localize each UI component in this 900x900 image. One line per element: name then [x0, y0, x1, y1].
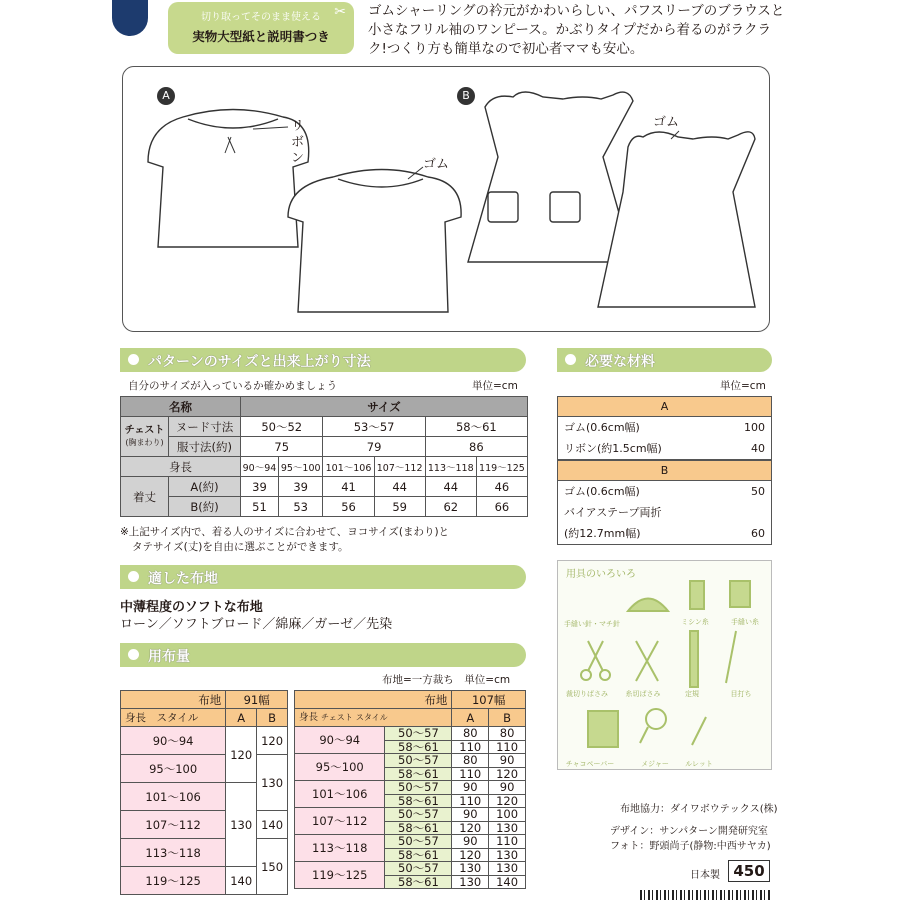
t2-b: B	[489, 709, 526, 727]
tool-drawings-icon	[558, 571, 771, 761]
ribbon-label: リボン	[291, 119, 305, 166]
t1-row-5: 113〜118	[121, 839, 226, 867]
height-5: 113〜118	[425, 457, 476, 477]
materials-b-item-2: バイアステープ両折	[564, 506, 662, 519]
materials-unit: 単位=cm	[720, 380, 766, 392]
pattern-tag	[168, 2, 354, 54]
t2-row-3: 101〜106	[295, 781, 385, 808]
t2-a-11: 130	[452, 862, 489, 876]
t2-a-8: 120	[452, 821, 489, 835]
t1-row-6: 119〜125	[121, 867, 226, 895]
fabric-heading: 適した布地	[120, 565, 526, 589]
yardage-note: 布地=一方裁ち 単位=cm	[382, 674, 511, 686]
credit-design: デザイン：サンパターン開発研究室	[610, 826, 768, 837]
t1-row-4: 107〜112	[121, 811, 226, 839]
tool-6: 定規	[685, 690, 699, 698]
tag-line1: 切り取ってそのまま使える	[201, 12, 321, 23]
made-in: 日本製	[690, 870, 720, 881]
materials-b-item-1: ゴム(0.6cm幅) 50	[564, 485, 765, 498]
t2-a-12: 130	[452, 875, 489, 889]
credit-photo: フォト：野頭尚子(静物:中西サヤカ)	[610, 841, 771, 852]
materials-a	[557, 396, 772, 460]
t2-c-6: 58〜61	[385, 794, 452, 808]
nude-label: ヌード寸法	[169, 417, 241, 437]
a-5: 44	[425, 477, 476, 497]
b-4: 59	[374, 497, 425, 517]
t2-a-4: 110	[452, 767, 489, 781]
height-6: 119〜125	[476, 457, 527, 477]
pattern-number: 450	[728, 860, 770, 882]
t2-c-5: 50〜57	[385, 781, 452, 795]
a-row-label: A(約)	[169, 477, 241, 497]
t2-c-1: 50〜57	[385, 727, 452, 741]
b-row-label: B(約)	[169, 497, 241, 517]
materials-b-item-3: (約12.7mm幅) 60	[564, 527, 765, 540]
t2-b-3: 90	[489, 754, 526, 768]
b-1: 51	[241, 497, 279, 517]
yardage-heading: 用布量	[120, 643, 526, 667]
size-table	[120, 396, 528, 517]
tool-2: ミシン糸	[681, 618, 709, 626]
nude-3: 58〜61	[425, 417, 527, 437]
t2-c-8: 58〜61	[385, 821, 452, 835]
tools-title: 用具のいろいろ	[566, 569, 636, 580]
t2-header: 身長 チェスト スタイル	[295, 709, 452, 727]
h-size: サイズ	[241, 397, 528, 417]
gom-label-a: ゴム	[423, 157, 450, 172]
t2-a-10: 120	[452, 848, 489, 862]
t2-b-12: 140	[489, 875, 526, 889]
t2-a-1: 80	[452, 727, 489, 741]
nude-1: 50〜52	[241, 417, 323, 437]
scissors-icon: ✂	[334, 4, 346, 20]
garment-drawings	[123, 67, 768, 330]
h-name: 名称	[121, 397, 241, 417]
t2-c-10: 58〜61	[385, 848, 452, 862]
finish-1: 75	[241, 437, 323, 457]
finish-2: 79	[323, 437, 425, 457]
t2-b-10: 130	[489, 848, 526, 862]
t2-a-5: 90	[452, 781, 489, 795]
t2-c-4: 58〜61	[385, 767, 452, 781]
tool-10: ルレット	[685, 760, 713, 768]
t2-c-3: 50〜57	[385, 754, 452, 768]
chest-cell: チェスト (胸まわり)	[121, 417, 169, 457]
t2-b-9: 110	[489, 835, 526, 849]
a-1: 39	[241, 477, 279, 497]
t2-b-4: 120	[489, 767, 526, 781]
t1-a: A	[226, 709, 257, 727]
t1-row-3: 101〜106	[121, 783, 226, 811]
t1-b-4: 150	[257, 839, 288, 895]
tool-3: 手縫い糸	[731, 618, 759, 626]
b-2: 53	[278, 497, 323, 517]
t2-fabric: 布地	[295, 691, 452, 709]
finish-label: 服寸法(約)	[169, 437, 241, 457]
tools-box	[557, 560, 772, 770]
tool-9: メジャー	[641, 760, 669, 768]
t2-row-1: 90〜94	[295, 727, 385, 754]
t1-row-2: 95〜100	[121, 755, 226, 783]
t2-b-1: 80	[489, 727, 526, 741]
height-4: 107〜112	[374, 457, 425, 477]
credit-fabric: 布地協力：ダイワボウテックス(株)	[620, 804, 778, 815]
yardage-table-91	[120, 690, 288, 895]
t2-row-2: 95〜100	[295, 754, 385, 781]
tool-1: 手縫い針・マチ針	[564, 620, 620, 628]
t1-b-2: 130	[257, 755, 288, 811]
label-b: B	[457, 87, 475, 105]
t2-row-5: 113〜118	[295, 835, 385, 862]
materials-a-header: A	[558, 397, 771, 417]
tag-line2: 実物大型紙と説明書つき	[192, 29, 330, 44]
size-foot2: タテサイズ(丈)を自由に選ぶことができます。	[132, 541, 349, 553]
t2-a-6: 110	[452, 794, 489, 808]
tool-4: 裁切りばさみ	[566, 690, 608, 698]
t2-a-2: 110	[452, 740, 489, 754]
materials-b	[557, 460, 772, 545]
t2-row-4: 107〜112	[295, 808, 385, 835]
a-2: 39	[278, 477, 323, 497]
t2-a-9: 90	[452, 835, 489, 849]
tool-5: 糸切ばさみ	[625, 690, 661, 698]
a-4: 44	[374, 477, 425, 497]
size-unit: 単位=cm	[472, 380, 518, 392]
t2-row-6: 119〜125	[295, 862, 385, 889]
materials-b-header: B	[558, 461, 771, 481]
t1-fabric: 布地	[121, 691, 226, 709]
t2-c-9: 50〜57	[385, 835, 452, 849]
label-a: A	[157, 87, 175, 105]
tool-8: チャコペーパー	[565, 760, 615, 768]
intro-text: ゴムシャーリングの衿元がかわいらしい、パフスリーブのブラウスと小さなフリル袖のワンピース。かぶりタイプだから着るのがラクラク!つくり方も簡単なので初心者ママも安心。	[368, 3, 785, 57]
t2-b-2: 110	[489, 740, 526, 754]
size-note: 自分のサイズが入っているか確かめましょう	[128, 380, 338, 392]
t2-c-12: 58〜61	[385, 875, 452, 889]
t2-c-7: 50〜57	[385, 808, 452, 822]
materials-heading: 必要な材料	[557, 348, 772, 372]
materials-a-item-1: ゴム(0.6cm幅) 100	[564, 421, 765, 434]
t1-width: 91幅	[226, 691, 288, 709]
nude-2: 53〜57	[323, 417, 425, 437]
t2-width: 107幅	[452, 691, 526, 709]
tool-7: 目打ち	[730, 690, 752, 698]
t1-row-1: 90〜94	[121, 727, 226, 755]
t1-a-2: 130	[226, 783, 257, 867]
length-label: 着丈	[121, 477, 169, 517]
t1-b: B	[257, 709, 288, 727]
finish-3: 86	[425, 437, 527, 457]
b-3: 56	[323, 497, 374, 517]
t2-b-11: 130	[489, 862, 526, 876]
size-heading: パターンのサイズと出来上がり寸法	[120, 348, 526, 372]
barcode-icon	[640, 890, 770, 900]
t2-b-8: 130	[489, 821, 526, 835]
height-3: 101〜106	[323, 457, 374, 477]
fabric-line2: ローン／ソフトブロード／綿麻／ガーゼ／先染	[120, 617, 393, 632]
materials-a-item-2: リボン(約1.5cm幅) 40	[564, 442, 765, 455]
t2-c-2: 58〜61	[385, 740, 452, 754]
t2-a-3: 80	[452, 754, 489, 768]
height-1: 90〜94	[241, 457, 279, 477]
gom-label-b: ゴム	[653, 115, 680, 130]
size-foot1: ※上記サイズ内で、着る人のサイズに合わせて、ヨコサイズ(まわり)と	[120, 526, 450, 538]
t1-a-3: 140	[226, 867, 257, 895]
t2-b-7: 100	[489, 808, 526, 822]
t1-a-1: 120	[226, 727, 257, 783]
b-6: 66	[476, 497, 527, 517]
a-6: 46	[476, 477, 527, 497]
t1-b-1: 120	[257, 727, 288, 755]
t2-b-5: 90	[489, 781, 526, 795]
a-3: 41	[323, 477, 374, 497]
yardage-table-107	[294, 690, 526, 889]
t2-a-7: 90	[452, 808, 489, 822]
t2-c-11: 50〜57	[385, 862, 452, 876]
illustration-box	[122, 66, 770, 332]
fabric-line1: 中薄程度のソフトな布地	[120, 600, 263, 615]
height-2: 95〜100	[278, 457, 323, 477]
t2-b-6: 120	[489, 794, 526, 808]
t2-a: A	[452, 709, 489, 727]
b-5: 62	[425, 497, 476, 517]
t1-header: 身長 スタイル	[121, 709, 226, 727]
t1-b-3: 140	[257, 811, 288, 839]
height-label: 身長	[121, 457, 241, 477]
corner-logo-icon	[112, 0, 148, 36]
